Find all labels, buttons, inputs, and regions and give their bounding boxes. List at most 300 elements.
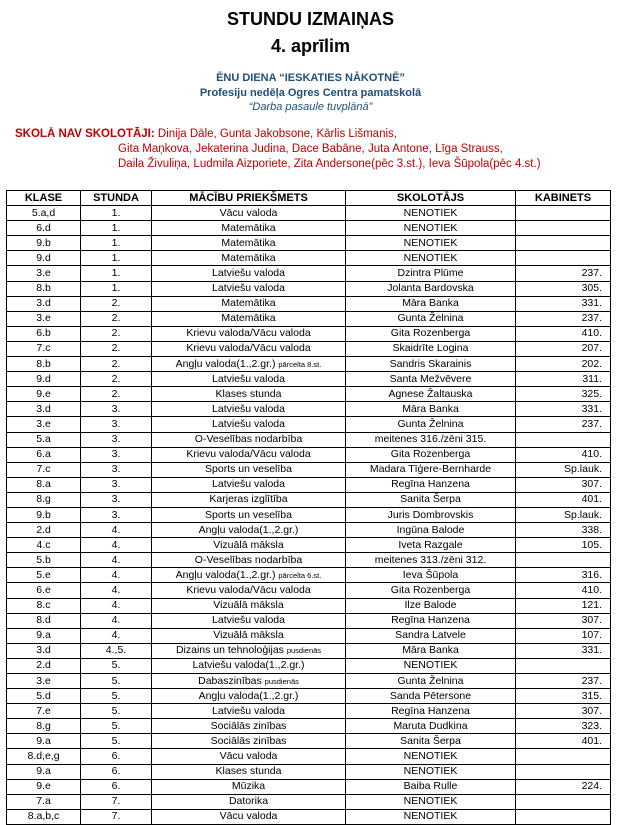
cell-teacher: Gita Rozenberga bbox=[346, 447, 516, 462]
subject-text: Matemātika bbox=[221, 221, 276, 234]
cell-room: 410. bbox=[516, 583, 611, 598]
subject-text: Matemātika bbox=[221, 297, 276, 310]
cell-room: 305. bbox=[516, 281, 611, 296]
cell-stunda: 1. bbox=[81, 221, 152, 236]
subject-text: Krievu valoda/Vācu valoda bbox=[186, 327, 311, 340]
subject-text: Matemātika bbox=[221, 251, 276, 264]
cell-teacher: Gunta Želnina bbox=[346, 311, 516, 326]
table-row bbox=[7, 628, 611, 643]
col-stunda: STUNDA bbox=[81, 191, 152, 206]
cell-teacher: Gunta Želnina bbox=[346, 674, 516, 689]
cell-stunda: 4. bbox=[81, 613, 152, 628]
cell-subject bbox=[152, 447, 346, 462]
motto: “Darba pasaule tuvplānā” bbox=[248, 101, 373, 113]
cell-stunda: 3. bbox=[81, 507, 152, 522]
event-heading: ĒNU DIENA “IESKATIES NĀKOTNĒ” bbox=[216, 72, 405, 84]
cell-room: 323. bbox=[516, 719, 611, 734]
subject-text: Angļu valoda(1.,2.gr.) bbox=[175, 357, 276, 370]
subject-text: Latviešu valoda bbox=[212, 282, 285, 295]
table-row bbox=[7, 704, 611, 719]
cell-stunda: 5. bbox=[81, 674, 152, 689]
subject-text: O-Veselības nodarbība bbox=[194, 433, 303, 446]
cell-klase: 2.d bbox=[7, 658, 81, 673]
cell-klase: 9.e bbox=[7, 387, 81, 402]
cell-stunda: 1. bbox=[81, 206, 152, 221]
cell-stunda: 3. bbox=[81, 417, 152, 432]
cell-stunda: 4. bbox=[81, 538, 152, 553]
cell-subject bbox=[152, 326, 346, 341]
cell-teacher: meitenes 316./zēni 315. bbox=[346, 432, 516, 447]
subject-text: Karjeras izglītība bbox=[209, 493, 288, 506]
cell-room: 307. bbox=[516, 704, 611, 719]
cell-teacher: Regīna Hanzena bbox=[346, 613, 516, 628]
subject-note: pārcelta 6.st. bbox=[278, 570, 322, 580]
cell-stunda: 7. bbox=[81, 809, 152, 824]
cell-subject bbox=[152, 568, 346, 583]
cell-subject bbox=[152, 613, 346, 628]
cell-stunda: 1. bbox=[81, 236, 152, 251]
cell-room: 315. bbox=[516, 689, 611, 704]
absent-line-2: Gita Maņkova, Jekaterina Judina, Dace Babāne, Juta Antone, Līga Strauss, bbox=[118, 143, 503, 155]
cell-subject bbox=[152, 538, 346, 553]
table-header bbox=[7, 191, 611, 206]
cell-teacher: Dzintra Plūme bbox=[346, 266, 516, 281]
absent-label: SKOLĀ NAV SKOLOTĀJI: bbox=[15, 128, 155, 140]
cell-subject bbox=[152, 704, 346, 719]
table-row bbox=[7, 281, 611, 296]
cell-room: 237. bbox=[516, 417, 611, 432]
cell-klase: 9.a bbox=[7, 734, 81, 749]
subject-text: Vizuālā māksla bbox=[213, 629, 284, 642]
cell-stunda: 4. bbox=[81, 523, 152, 538]
cell-room: 107. bbox=[516, 628, 611, 643]
cell-room: 331. bbox=[516, 643, 611, 658]
table-row bbox=[7, 221, 611, 236]
cell-room: 311. bbox=[516, 372, 611, 387]
cell-teacher: Ieva Šūpola bbox=[346, 568, 516, 583]
cell-teacher: NENOTIEK bbox=[346, 251, 516, 266]
table-row bbox=[7, 296, 611, 311]
cell-stunda: 4. bbox=[81, 583, 152, 598]
table-row bbox=[7, 689, 611, 704]
cell-room: 121. bbox=[516, 598, 611, 613]
subject-text: Latviešu valoda bbox=[212, 614, 285, 627]
cell-teacher: Gunta Želnina bbox=[346, 417, 516, 432]
cell-teacher: Regīna Hanzena bbox=[346, 477, 516, 492]
cell-klase: 9.b bbox=[7, 236, 81, 251]
subject-text: Klases stunda bbox=[215, 387, 282, 400]
cell-klase: 7.e bbox=[7, 704, 81, 719]
cell-subject bbox=[152, 296, 346, 311]
cell-teacher: Agnese Žaltauska bbox=[346, 387, 516, 402]
cell-stunda: 4. bbox=[81, 628, 152, 643]
cell-klase: 9.d bbox=[7, 372, 81, 387]
cell-subject bbox=[152, 764, 346, 779]
cell-klase: 3.d bbox=[7, 643, 81, 658]
cell-klase: 9.e bbox=[7, 779, 81, 794]
subject-text: Datorika bbox=[228, 795, 269, 808]
cell-teacher: Jolanta Bardovska bbox=[346, 281, 516, 296]
cell-stunda: 5. bbox=[81, 719, 152, 734]
cell-klase: 7.c bbox=[7, 462, 81, 477]
cell-klase: 8.d,e,g bbox=[7, 749, 81, 764]
subject-text: Latviešu valoda(1.,2.gr.) bbox=[192, 659, 305, 672]
cell-teacher: NENOTIEK bbox=[346, 749, 516, 764]
col-subject: MĀCĪBU PRIEKŠMETS bbox=[152, 191, 346, 206]
table-row bbox=[7, 553, 611, 568]
cell-teacher: Skaidrīte Logina bbox=[346, 341, 516, 356]
subject-text: Dabaszinības bbox=[198, 674, 262, 687]
cell-teacher: Baiba Rulle bbox=[346, 779, 516, 794]
cell-stunda: 4. bbox=[81, 553, 152, 568]
cell-stunda: 2. bbox=[81, 387, 152, 402]
cell-klase: 9.d bbox=[7, 251, 81, 266]
table-row bbox=[7, 749, 611, 764]
cell-teacher: NENOTIEK bbox=[346, 236, 516, 251]
cell-klase: 5.a,d bbox=[7, 206, 81, 221]
cell-room bbox=[516, 236, 611, 251]
table-row bbox=[7, 658, 611, 673]
cell-teacher: Sandris Skarainis bbox=[346, 357, 516, 372]
cell-klase: 3.d bbox=[7, 402, 81, 417]
subject-text: Mūzika bbox=[231, 780, 266, 793]
absent-line-3: Daila Živuliņa, Ludmila Aizporiete, Zita Andersone(pēc 3.st.), Ieva Šūpola(pēc 4.st.) bbox=[118, 158, 541, 170]
table-row bbox=[7, 613, 611, 628]
cell-subject bbox=[152, 372, 346, 387]
cell-teacher: Sanita Šerpa bbox=[346, 492, 516, 507]
cell-klase: 3.d bbox=[7, 296, 81, 311]
table-row bbox=[7, 643, 611, 658]
cell-teacher: Māra Banka bbox=[346, 402, 516, 417]
cell-klase: 6.d bbox=[7, 221, 81, 236]
week-heading: Profesiju nedēļa Ogres Centra pamatskolā bbox=[199, 87, 422, 99]
table-row bbox=[7, 583, 611, 598]
table-row bbox=[7, 357, 611, 372]
table-row bbox=[7, 734, 611, 749]
subject-text: Sports un veselība bbox=[205, 508, 292, 521]
cell-klase: 8.a,b,c bbox=[7, 809, 81, 824]
cell-room: 338. bbox=[516, 523, 611, 538]
cell-room bbox=[516, 809, 611, 824]
cell-room bbox=[516, 658, 611, 673]
table-row bbox=[7, 447, 611, 462]
cell-stunda: 2. bbox=[81, 311, 152, 326]
cell-teacher: Māra Banka bbox=[346, 643, 516, 658]
cell-teacher: Madara Tīģere-Bernharde bbox=[346, 462, 516, 477]
cell-stunda: 1. bbox=[81, 251, 152, 266]
table-row bbox=[7, 674, 611, 689]
cell-teacher: Ilze Balode bbox=[346, 598, 516, 613]
cell-klase: 6.b bbox=[7, 326, 81, 341]
cell-subject bbox=[152, 221, 346, 236]
cell-subject bbox=[152, 658, 346, 673]
table-row bbox=[7, 387, 611, 402]
cell-klase: 5.b bbox=[7, 553, 81, 568]
cell-stunda: 6. bbox=[81, 749, 152, 764]
schedule-table bbox=[6, 190, 611, 825]
table-row bbox=[7, 794, 611, 809]
cell-stunda: 6. bbox=[81, 764, 152, 779]
cell-subject bbox=[152, 206, 346, 221]
cell-room bbox=[516, 432, 611, 447]
cell-klase: 7.a bbox=[7, 794, 81, 809]
table-row bbox=[7, 523, 611, 538]
cell-subject bbox=[152, 689, 346, 704]
table-row bbox=[7, 372, 611, 387]
cell-room: 331. bbox=[516, 402, 611, 417]
cell-room bbox=[516, 553, 611, 568]
table-row bbox=[7, 809, 611, 824]
cell-klase: 3.e bbox=[7, 674, 81, 689]
table-row bbox=[7, 538, 611, 553]
cell-klase: 8.b bbox=[7, 357, 81, 372]
subject-text: Angļu valoda(1.,2.gr.) bbox=[198, 689, 299, 702]
subject-text: Vizuālā māksla bbox=[213, 599, 284, 612]
subject-text: Vācu valoda bbox=[219, 750, 278, 763]
table-row bbox=[7, 341, 611, 356]
cell-teacher: Regīna Hanzena bbox=[346, 704, 516, 719]
cell-stunda: 4. bbox=[81, 598, 152, 613]
table-row bbox=[7, 417, 611, 432]
table-row bbox=[7, 326, 611, 341]
cell-stunda: 2. bbox=[81, 341, 152, 356]
cell-stunda: 6. bbox=[81, 779, 152, 794]
table-row bbox=[7, 779, 611, 794]
cell-klase: 5.d bbox=[7, 689, 81, 704]
subject-text: Krievu valoda/Vācu valoda bbox=[186, 448, 311, 461]
cell-klase: 5.a bbox=[7, 432, 81, 447]
cell-teacher: Sanda Pētersone bbox=[346, 689, 516, 704]
cell-subject bbox=[152, 719, 346, 734]
cell-subject bbox=[152, 402, 346, 417]
subject-text: Sports un veselība bbox=[205, 463, 292, 476]
table-row bbox=[7, 236, 611, 251]
table-row bbox=[7, 507, 611, 522]
cell-teacher: Santa Mežvēvere bbox=[346, 372, 516, 387]
cell-subject bbox=[152, 628, 346, 643]
cell-room bbox=[516, 251, 611, 266]
cell-subject bbox=[152, 341, 346, 356]
cell-subject bbox=[152, 598, 346, 613]
col-klase: KLASE bbox=[7, 191, 81, 206]
cell-room: 237. bbox=[516, 266, 611, 281]
cell-stunda: 5. bbox=[81, 658, 152, 673]
cell-subject bbox=[152, 553, 346, 568]
cell-teacher: Iveta Razgale bbox=[346, 538, 516, 553]
cell-stunda: 4.,5. bbox=[81, 643, 152, 658]
table-row bbox=[7, 402, 611, 417]
subject-text: Vācu valoda bbox=[219, 206, 278, 219]
cell-teacher: NENOTIEK bbox=[346, 809, 516, 824]
cell-klase: 4.c bbox=[7, 538, 81, 553]
cell-room: 202. bbox=[516, 357, 611, 372]
cell-subject bbox=[152, 432, 346, 447]
cell-teacher: Sandra Latvele bbox=[346, 628, 516, 643]
cell-stunda: 5. bbox=[81, 704, 152, 719]
cell-subject bbox=[152, 809, 346, 824]
cell-klase: 8.b bbox=[7, 281, 81, 296]
cell-klase: 3.e bbox=[7, 266, 81, 281]
cell-teacher: Juris Dombrovskis bbox=[346, 507, 516, 522]
cell-subject bbox=[152, 417, 346, 432]
cell-subject bbox=[152, 674, 346, 689]
subject-text: Latviešu valoda bbox=[212, 267, 285, 280]
cell-klase: 7.c bbox=[7, 341, 81, 356]
cell-klase: 6.a bbox=[7, 447, 81, 462]
cell-stunda: 3. bbox=[81, 432, 152, 447]
cell-stunda: 5. bbox=[81, 689, 152, 704]
cell-subject bbox=[152, 779, 346, 794]
cell-room: 237. bbox=[516, 674, 611, 689]
cell-teacher: Gita Rozenberga bbox=[346, 326, 516, 341]
table-row bbox=[7, 206, 611, 221]
cell-teacher: meitenes 313./zēni 312. bbox=[346, 553, 516, 568]
cell-subject bbox=[152, 462, 346, 477]
subject-text: Matemātika bbox=[221, 236, 276, 249]
cell-stunda: 3. bbox=[81, 492, 152, 507]
table-row bbox=[7, 266, 611, 281]
subject-text: Vācu valoda bbox=[219, 810, 278, 823]
cell-subject bbox=[152, 794, 346, 809]
cell-klase: 8.a bbox=[7, 477, 81, 492]
subject-text: Krievu valoda/Vācu valoda bbox=[186, 583, 311, 596]
cell-klase: 3.e bbox=[7, 311, 81, 326]
cell-teacher: Māra Banka bbox=[346, 296, 516, 311]
cell-room bbox=[516, 794, 611, 809]
subject-note: pārcelta 8.st. bbox=[278, 359, 322, 369]
table-row bbox=[7, 764, 611, 779]
table-row bbox=[7, 719, 611, 734]
cell-room: Sp.lauk. bbox=[516, 462, 611, 477]
cell-subject bbox=[152, 523, 346, 538]
cell-stunda: 3. bbox=[81, 447, 152, 462]
subject-text: Sociālās zinības bbox=[210, 719, 287, 732]
subject-text: Sociālās zinības bbox=[210, 734, 287, 747]
cell-klase: 9.b bbox=[7, 507, 81, 522]
table-row bbox=[7, 568, 611, 583]
cell-teacher: Sanita Šerpa bbox=[346, 734, 516, 749]
table-row bbox=[7, 432, 611, 447]
page-date: 4. aprīlim bbox=[270, 36, 351, 56]
table-row bbox=[7, 462, 611, 477]
subject-text: Vizuālā māksla bbox=[213, 538, 284, 551]
cell-room: 224. bbox=[516, 779, 611, 794]
subject-text: Latviešu valoda bbox=[212, 704, 285, 717]
absent-line-1: Dinija Dāle, Gunta Jakobsone, Kārlis Lišmanis, bbox=[154, 128, 397, 140]
cell-klase: 8.g bbox=[7, 719, 81, 734]
cell-stunda: 2. bbox=[81, 372, 152, 387]
subject-text: Latviešu valoda bbox=[212, 478, 285, 491]
cell-room: 410. bbox=[516, 326, 611, 341]
cell-room: 401. bbox=[516, 734, 611, 749]
cell-subject bbox=[152, 311, 346, 326]
cell-stunda: 3. bbox=[81, 402, 152, 417]
subject-note: pusdienās bbox=[286, 646, 322, 656]
cell-teacher: NENOTIEK bbox=[346, 764, 516, 779]
cell-stunda: 4. bbox=[81, 568, 152, 583]
subject-text: Latviešu valoda bbox=[212, 372, 285, 385]
cell-room: 207. bbox=[516, 341, 611, 356]
subject-text: O-Veselības nodarbība bbox=[194, 553, 303, 566]
cell-room: 410. bbox=[516, 447, 611, 462]
table-row bbox=[7, 477, 611, 492]
cell-teacher: NENOTIEK bbox=[346, 794, 516, 809]
cell-room bbox=[516, 749, 611, 764]
cell-klase: 8.c bbox=[7, 598, 81, 613]
cell-room bbox=[516, 221, 611, 236]
page-title: STUNDU IZMAIŅAS bbox=[227, 9, 394, 29]
cell-klase: 3.e bbox=[7, 417, 81, 432]
subject-text: Klases stunda bbox=[215, 765, 282, 778]
cell-stunda: 5. bbox=[81, 734, 152, 749]
cell-klase: 5.e bbox=[7, 568, 81, 583]
cell-subject bbox=[152, 507, 346, 522]
cell-subject bbox=[152, 492, 346, 507]
cell-room: 331. bbox=[516, 296, 611, 311]
cell-room: 316. bbox=[516, 568, 611, 583]
absent-teachers bbox=[15, 127, 615, 172]
col-teacher: SKOLOTĀJS bbox=[346, 191, 516, 206]
cell-subject bbox=[152, 387, 346, 402]
cell-subject bbox=[152, 643, 346, 658]
cell-stunda: 2. bbox=[81, 357, 152, 372]
cell-subject bbox=[152, 477, 346, 492]
cell-teacher: Ingūna Balode bbox=[346, 523, 516, 538]
cell-room: 401. bbox=[516, 492, 611, 507]
cell-stunda: 1. bbox=[81, 281, 152, 296]
cell-teacher: NENOTIEK bbox=[346, 221, 516, 236]
cell-subject bbox=[152, 734, 346, 749]
subject-text: Latviešu valoda bbox=[212, 402, 285, 415]
cell-teacher: NENOTIEK bbox=[346, 206, 516, 221]
cell-klase: 2.d bbox=[7, 523, 81, 538]
cell-room bbox=[516, 764, 611, 779]
subject-text: Angļu valoda(1.,2.gr.) bbox=[198, 523, 299, 536]
cell-room: 237. bbox=[516, 311, 611, 326]
cell-subject bbox=[152, 749, 346, 764]
cell-klase: 6.e bbox=[7, 583, 81, 598]
cell-room: Sp.lauk. bbox=[516, 507, 611, 522]
cell-room: 325. bbox=[516, 387, 611, 402]
cell-teacher: Gita Rozenberga bbox=[346, 583, 516, 598]
cell-room bbox=[516, 206, 611, 221]
col-room: KABINETS bbox=[516, 191, 611, 206]
cell-stunda: 2. bbox=[81, 326, 152, 341]
table-row bbox=[7, 492, 611, 507]
subject-text: Krievu valoda/Vācu valoda bbox=[186, 342, 311, 355]
subject-text: Latviešu valoda bbox=[212, 417, 285, 430]
cell-subject bbox=[152, 583, 346, 598]
subject-text: Dizains un tehnoloģijas bbox=[175, 644, 284, 657]
cell-stunda: 7. bbox=[81, 794, 152, 809]
table-row bbox=[7, 598, 611, 613]
cell-stunda: 3. bbox=[81, 477, 152, 492]
cell-subject bbox=[152, 357, 346, 372]
cell-subject bbox=[152, 281, 346, 296]
table-row bbox=[7, 311, 611, 326]
subject-text: Matemātika bbox=[221, 312, 276, 325]
cell-subject bbox=[152, 236, 346, 251]
cell-klase: 9.a bbox=[7, 628, 81, 643]
cell-stunda: 3. bbox=[81, 462, 152, 477]
cell-stunda: 1. bbox=[81, 266, 152, 281]
cell-klase: 9.a bbox=[7, 764, 81, 779]
cell-teacher: NENOTIEK bbox=[346, 658, 516, 673]
cell-stunda: 2. bbox=[81, 296, 152, 311]
subject-text: Angļu valoda(1.,2.gr.) bbox=[175, 568, 276, 581]
cell-subject bbox=[152, 251, 346, 266]
cell-klase: 8.g bbox=[7, 492, 81, 507]
